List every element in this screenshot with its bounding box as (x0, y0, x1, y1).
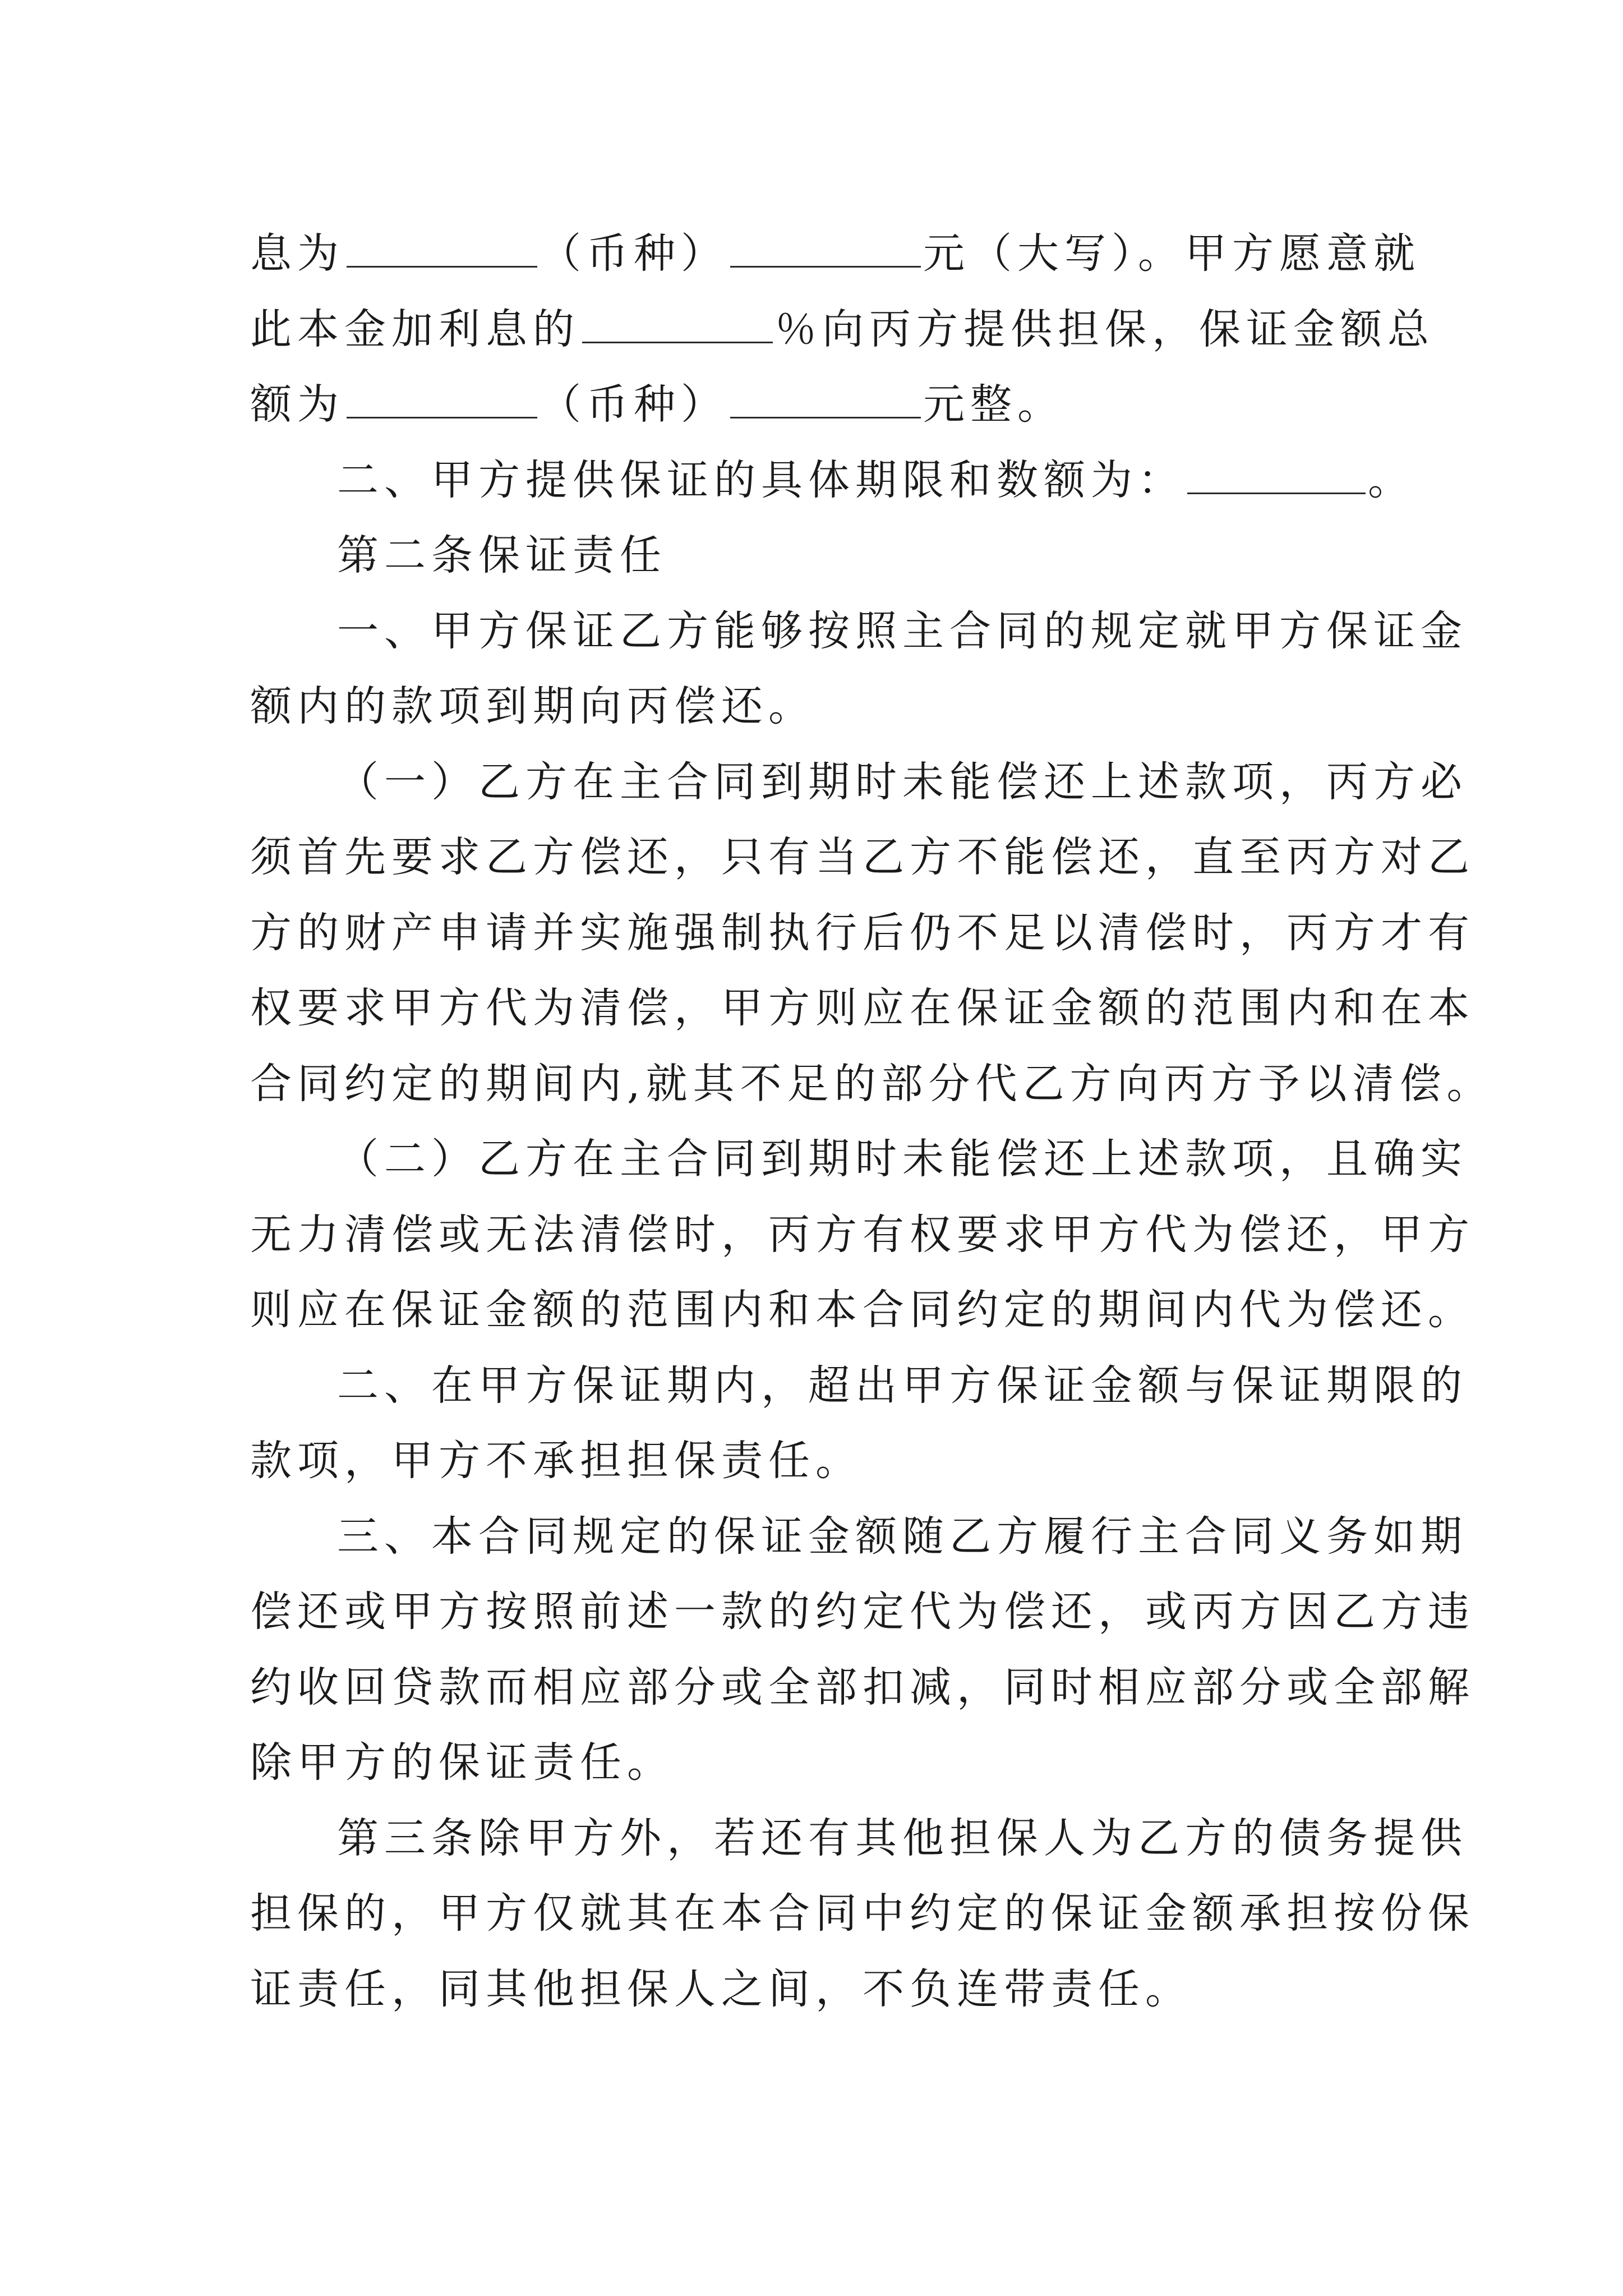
line-text: 此本金加利息的 (250, 305, 580, 353)
line-text: ％向丙方提供担保，保证金额总 (775, 305, 1435, 353)
paragraph-start: 三、本合同规定的保证金额随乙方履行主合同义务如期 (337, 1512, 1468, 1561)
text-line: 除甲方的保证责任。 (250, 1738, 674, 1787)
text-line: 须首先要求乙方偿还，只有当乙方不能偿还，直至丙方对乙 (250, 833, 1475, 881)
fill-in-blank (730, 233, 921, 268)
text-line: 证责任，同其他担保人之间，不负连带责任。 (250, 1964, 1192, 2013)
text-line: 约收回贷款而相应部分或全部扣减，同时相应部分或全部解 (250, 1663, 1475, 1711)
line-text: 元（大写）。甲方愿意就 (923, 229, 1421, 278)
paragraph-start: 第三条除甲方外，若还有其他担保人为乙方的债务提供 (337, 1814, 1468, 1862)
paragraph-start: 二、在甲方保证期内，超出甲方保证金额与保证期限的 (337, 1361, 1468, 1410)
fill-in-blank (582, 309, 773, 343)
text-line: 偿还或甲方按照前述一款的约定代为偿还，或丙方因乙方违 (250, 1588, 1475, 1636)
text-line: 无力清偿或无法清偿时，丙方有权要求甲方代为偿还，甲方 (250, 1210, 1475, 1259)
line-text: 二、甲方提供保证的具体期限和数额为： (337, 455, 1185, 504)
text-line: 方的财产申请并实施强制执行后仍不足以清偿时，丙方才有 (250, 908, 1475, 957)
fill-in-blank (730, 384, 921, 418)
paragraph-start: 一、甲方保证乙方能够按照主合同的规定就甲方保证金 (337, 606, 1468, 655)
text-line: 则应在保证金额的范围内和本合同约定的期间内代为偿还。 (250, 1286, 1475, 1334)
paragraph-start: （一）乙方在主合同到期时未能偿还上述款项，丙方必 (337, 757, 1468, 806)
text-line: 款项，甲方不承担担保责任。 (250, 1437, 863, 1485)
line-text: 额为 (250, 380, 344, 429)
text-line: 权要求甲方代为清偿，甲方则应在保证金额的范围内和在本 (250, 984, 1475, 1032)
line-text: 。 (1368, 455, 1415, 504)
section-heading: 第二条保证责任 (337, 531, 667, 579)
text-line: 合同约定的期间内,就其不足的部分代乙方向丙方予以清偿。 (250, 1059, 1494, 1108)
text-line: 额内的款项到期向丙偿还。 (250, 682, 815, 730)
line-text: （币种） (540, 380, 728, 429)
fill-in-blank (1187, 460, 1366, 494)
contract-body (250, 216, 1494, 2027)
line-text: 元整。 (923, 380, 1064, 429)
line-text: 息为 (250, 229, 344, 278)
fill-in-blank (347, 233, 537, 268)
line-text: （币种） (540, 229, 728, 278)
text-line (250, 367, 1377, 443)
paragraph-start: （二）乙方在主合同到期时未能偿还上述款项，且确实 (337, 1135, 1468, 1183)
text-line (250, 443, 1415, 518)
fill-in-blank (347, 384, 537, 418)
text-line (250, 216, 1421, 292)
text-line (250, 292, 1435, 367)
text-line: 担保的，甲方仅就其在本合同中约定的保证金额承担按份保 (250, 1889, 1475, 1938)
